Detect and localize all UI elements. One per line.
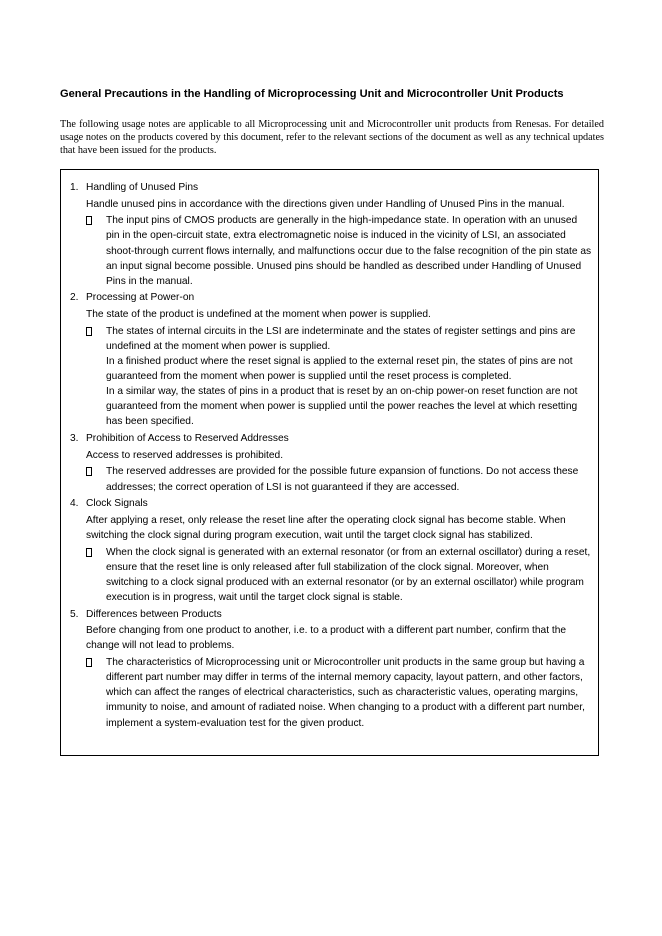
item-number: 2. [70, 292, 79, 304]
precaution-item-product-differences [70, 607, 592, 731]
item-heading: Processing at Power-on [86, 292, 195, 304]
item-bullet [86, 655, 592, 730]
bullet-box-icon [86, 658, 92, 667]
item-bullet [86, 213, 592, 288]
bullet-box-icon [86, 548, 92, 557]
bullet-text: The states of internal circuits in the LSI are indeterminate and the states of register settings and pins are undefined at the moment when power is supplied. [106, 325, 576, 352]
item-number: 4. [70, 498, 79, 510]
item-number: 5. [70, 608, 79, 620]
precaution-item-unused-pins [70, 180, 592, 289]
bullet-text: The input pins of CMOS products are generally in the high-impedance state. In operation with an unused pin in the open-circuit state, extra electromagnetic noise is induced in the vicinity of LSI, an associated shoot-through current flows internally, and malfunctions occur due to the false recognition of the pin state as an input signal become possible. Unused pins should be handled as described under Handling of Unused Pins in the manual. [106, 215, 592, 287]
bullet-text: When the clock signal is generated with an external resonator (or from an external oscillator) during a reset, ensure that the reset line is only released after full stabilization of the clock signal. Moreover, when switching to a clock signal produced with an external resonator (or by an external oscillator) while program execution is in progress, wait until the target clock signal is stable. [106, 546, 591, 603]
item-heading: Differences between Products [86, 608, 222, 620]
item-bullet [86, 464, 592, 494]
item-description: Handle unused pins in accordance with the directions given under Handling of Unused Pins in the manual. [86, 198, 565, 210]
precaution-item-reserved-addresses [70, 431, 592, 495]
item-description: The state of the product is undefined at the moment when power is supplied. [86, 309, 431, 321]
precautions-list [70, 180, 592, 732]
bullet-box-icon [86, 327, 92, 336]
bullet-text: The characteristics of Microprocessing unit or Microcontroller unit products in the same group but having a different part number may differ in terms of the internal memory capacity, layout pattern, and other factors, which can affect the ranges of electrical characteristics, such as characteristic values, operating margins, immunity to noise, and amount of radiated noise. When changing to a product with a different part number, implement a system-evaluation test for the given product. [106, 657, 585, 729]
item-description: Before changing from one product to another, i.e. to a product with a different part number, confirm that the change will not lead to problems. [86, 625, 567, 652]
precautions-box [60, 169, 599, 756]
item-bullet [86, 324, 592, 430]
item-heading: Clock Signals [86, 498, 148, 510]
item-description: After applying a reset, only release the reset line after the operating clock signal has become stable. When switching the clock signal during program execution, wait until the target clock signal has stabilized. [86, 514, 566, 541]
bullet-text: In a finished product where the reset signal is applied to the external reset pin, the states of pins are not guaranteed from the moment when power is supplied until the reset process is completed. [106, 356, 573, 383]
intro-paragraph: The following usage notes are applicable to all Microprocessing unit and Microcontroller unit products from Renesas. For detailed usage notes on the products covered by this document, refer to the relevant sections of the document as well as any technical updates that have been issued for the products. [60, 119, 604, 157]
item-number: 3. [70, 433, 79, 445]
precaution-item-power-on [70, 290, 592, 429]
bullet-text: The reserved addresses are provided for the possible future expansion of functions. Do not access these addresses; the correct operation of LSI is not guaranteed if they are accessed. [106, 466, 579, 493]
item-heading: Prohibition of Access to Reserved Addresses [86, 433, 289, 445]
item-bullet [86, 545, 592, 605]
page-title: General Precautions in the Handling of Microprocessing Unit and Microcontroller Unit Products [60, 88, 564, 100]
item-heading: Handling of Unused Pins [86, 182, 199, 193]
item-description: Access to reserved addresses is prohibited. [86, 449, 284, 461]
precaution-item-clock-signals [70, 496, 592, 605]
bullet-text: In a similar way, the states of pins in a product that is reset by an on-chip power-on reset function are not guaranteed from the moment when power is supplied until the power reaches the level at which resetting has been specified. [106, 386, 578, 428]
bullet-box-icon [86, 216, 92, 225]
item-number: 1. [70, 182, 79, 193]
bullet-box-icon [86, 467, 92, 476]
